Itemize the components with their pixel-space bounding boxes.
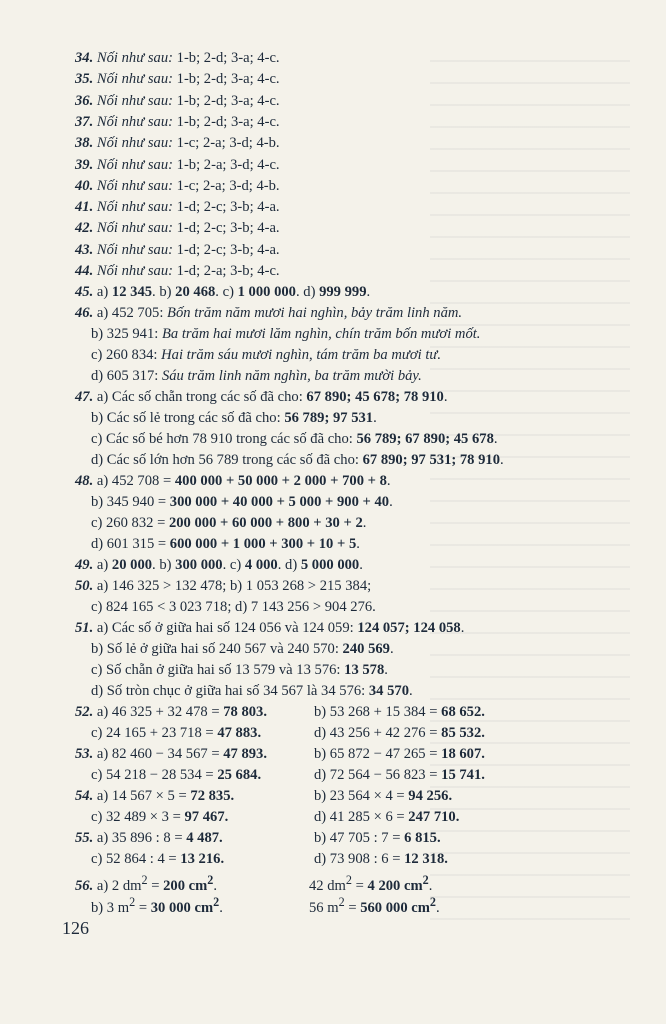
answer-line xyxy=(75,155,636,176)
part-label: . b) xyxy=(152,557,176,573)
answer-value: 560 000 cm xyxy=(360,899,430,916)
exponent: 2 xyxy=(422,873,429,887)
answer-value: 5 000 000 xyxy=(300,557,360,573)
matching-pairs: 1-b; 2-d; 3-a; 4-c. xyxy=(176,113,280,130)
left-calculation: c) 24 165 + 23 718 = 47 883. xyxy=(91,725,262,741)
expression: a) 82 460 − 34 567 = xyxy=(96,746,224,762)
part-prefix: b) Số lẻ ở giữa hai số 240 567 và 240 570: xyxy=(91,641,343,657)
equals: = xyxy=(351,877,368,894)
exponent: 2 xyxy=(429,895,436,909)
answer-line xyxy=(75,112,636,133)
question-number: 36. xyxy=(75,92,94,109)
part-prefix: d) 601 315 = xyxy=(91,536,170,552)
answer-51-d xyxy=(91,681,636,702)
answer-value: 85 532 xyxy=(441,725,482,741)
answer-value: 25 684 xyxy=(217,767,258,783)
matching-pairs: 1-d; 2-c; 3-b; 4-a. xyxy=(176,241,280,258)
equals: = xyxy=(344,899,361,916)
matching-pairs: 1-b; 2-d; 3-a; 4-c. xyxy=(176,71,280,88)
expression: c) 54 218 − 28 534 = xyxy=(91,767,218,783)
expression: d) 72 564 − 56 823 = xyxy=(314,767,442,783)
question-number: 43. xyxy=(75,241,94,258)
punctuation: . xyxy=(366,284,371,300)
answer-line xyxy=(75,197,636,218)
instruction-label: Nối như sau: xyxy=(96,50,173,66)
answer-line xyxy=(75,69,636,90)
matching-pairs: 1-d; 2-a; 3-b; 4-c. xyxy=(176,263,280,279)
answer-48-a xyxy=(75,471,636,492)
equals: = xyxy=(147,877,164,894)
answer-value: 300 000 xyxy=(175,557,223,573)
comparison-text: a) 146 325 > 132 478; b) 1 053 268 > 215 384; xyxy=(96,578,372,594)
answer-46-d xyxy=(91,366,636,387)
answer-value: 4 200 cm xyxy=(367,877,423,894)
answer-50-line2 xyxy=(91,597,636,618)
answer-value: 30 000 cm xyxy=(150,899,214,916)
part-prefix: c) 260 832 = xyxy=(91,515,169,531)
question-number: 38. xyxy=(75,135,94,152)
answer-48-d xyxy=(91,534,636,555)
punctuation: . xyxy=(389,641,394,657)
question-number: 52. xyxy=(75,704,94,720)
answer-50-line1 xyxy=(75,576,636,597)
question-number: 35. xyxy=(75,71,94,88)
part-prefix: d) Số tròn chục ở giữa hai số 34 567 là 34 576: xyxy=(91,683,369,699)
matching-pairs: 1-c; 2-a; 3-d; 4-b. xyxy=(176,135,280,152)
calculation-row xyxy=(75,828,636,849)
equals: = xyxy=(135,899,151,916)
part-label: . c) xyxy=(222,557,245,573)
punctuation: . xyxy=(362,515,367,531)
answer-value: 72 835 xyxy=(190,788,231,804)
part-prefix: 42 dm xyxy=(309,877,346,894)
left-calculation: c) 32 489 × 3 = 97 467. xyxy=(91,809,229,825)
number-in-words: Bốn trăm năm mươi hai nghìn, bảy trăm linh năm. xyxy=(167,305,463,321)
answer-value: 13 578 xyxy=(344,662,385,678)
answer-line xyxy=(75,240,636,261)
answer-47-c xyxy=(91,429,636,450)
number-in-words: Hai trăm sáu mươi nghìn, tám trăm ba mươi tư. xyxy=(161,347,441,363)
punctuation: . xyxy=(443,389,448,405)
answer-56-row1: 56. a) 2 $dm^2 = 200$ $cm^2$. 42 $dm^2 = 4$ 200 $cm^2$. xyxy=(75,873,433,894)
answer-value: 1 000 000 xyxy=(237,284,296,300)
expression: d) 41 285 × 6 = xyxy=(314,809,409,825)
answer-value: 34 570 xyxy=(368,683,410,699)
answer-line xyxy=(75,176,636,197)
expression: a) 35 896 : 8 = xyxy=(96,830,187,846)
answer-value: 4 487 xyxy=(186,830,220,846)
part-prefix: a) 452 705: xyxy=(96,305,168,321)
question-number: 56. xyxy=(75,877,94,894)
answer-value: 47 893 xyxy=(223,746,264,762)
punctuation: . xyxy=(493,431,498,447)
answer-value: 200 000 + 60 000 + 800 + 30 + 2 xyxy=(168,515,363,531)
punctuation: . xyxy=(460,620,465,636)
answer-value: 240 569 xyxy=(342,641,390,657)
exponent: 2 xyxy=(207,873,214,887)
answer-line xyxy=(75,133,636,154)
exponent: 2 xyxy=(129,895,136,909)
answer-51-a xyxy=(75,618,636,639)
expression: d) 43 256 + 42 276 = xyxy=(314,725,442,741)
part-prefix: c) 260 834: xyxy=(91,347,162,363)
answer-value: 20 468 xyxy=(175,284,216,300)
right-calculation: b) 65 872 − 47 265 = 18 607. xyxy=(314,746,485,762)
answer-value: 600 000 + 1 000 + 300 + 10 + 5 xyxy=(169,536,357,552)
answer-line xyxy=(75,91,636,112)
expression: a) 14 567 × 5 = xyxy=(96,788,191,804)
number-in-words: Sáu trăm linh năm nghìn, ba trăm mười bảy. xyxy=(161,368,422,384)
question-number: 39. xyxy=(75,156,94,173)
answer-line xyxy=(75,48,636,69)
instruction-label: Nối như sau: xyxy=(96,113,173,130)
right-calculation: d) 43 256 + 42 276 = 85 532. xyxy=(314,725,485,741)
instruction-label: Nối như sau: xyxy=(96,71,173,88)
answer-line xyxy=(75,261,636,282)
part-prefix: d) Các số lớn hơn 56 789 trong các số đã cho: xyxy=(91,452,363,468)
answer-value: 67 890; 45 678; 78 910 xyxy=(306,389,444,405)
question-number: 51. xyxy=(75,620,94,636)
answer-51-c xyxy=(91,660,636,681)
expression: b) 53 268 + 15 384 = xyxy=(314,704,442,720)
part-prefix: a) 2 dm xyxy=(96,877,142,894)
calculation-row xyxy=(91,807,636,828)
answer-value: 12 345 xyxy=(111,284,153,300)
answer-value: 56 789; 97 531 xyxy=(284,410,374,426)
part-prefix: 56 m xyxy=(309,899,339,916)
answer-value: 97 467 xyxy=(184,809,225,825)
question-number: 44. xyxy=(75,263,94,279)
part-prefix: b) Các số lẻ trong các số đã cho: xyxy=(91,410,285,426)
expression: a) 46 325 + 32 478 = xyxy=(96,704,224,720)
matching-pairs: 1-d; 2-c; 3-b; 4-a. xyxy=(176,199,280,216)
answer-46-a xyxy=(75,303,636,324)
question-number: 41. xyxy=(75,199,94,216)
question-number: 45. xyxy=(75,284,94,300)
instruction-label: Nối như sau: xyxy=(96,220,173,237)
part-label: . d) xyxy=(295,284,320,300)
matching-pairs: 1-c; 2-a; 3-d; 4-b. xyxy=(176,177,280,194)
matching-pairs: 1-d; 2-c; 3-b; 4-a. xyxy=(176,220,280,237)
answer-value: 78 803 xyxy=(223,704,264,720)
exponent: 2 xyxy=(141,873,148,887)
expression: c) 52 864 : 4 = xyxy=(91,851,181,867)
part-label: a) xyxy=(96,284,112,300)
comparison-text: c) 824 165 < 3 023 718; d) 7 143 256 > 904 276. xyxy=(91,599,376,615)
part-label: . c) xyxy=(215,284,238,300)
calculation-row xyxy=(75,744,636,765)
page-number: 126 xyxy=(62,918,89,938)
matching-pairs: 1-b; 2-a; 3-d; 4-c. xyxy=(176,156,280,173)
question-number: 55. xyxy=(75,830,94,846)
answer-value: 200 cm xyxy=(163,877,208,894)
answer-value: 68 652 xyxy=(441,704,482,720)
matching-pairs: 1-b; 2-d; 3-a; 4-c. xyxy=(176,92,280,109)
answer-48-c xyxy=(91,513,636,534)
left-calculation: a) 46 325 + 32 478 = 78 803. xyxy=(96,704,268,720)
right-calculation: d) 73 908 : 6 = 12 318. xyxy=(314,851,448,867)
answer-51-b xyxy=(91,639,636,660)
answer-value: 12 318 xyxy=(404,851,445,867)
instruction-label: Nối như sau: xyxy=(96,177,173,194)
answer-value: 94 256 xyxy=(408,788,449,804)
exponent: 2 xyxy=(213,895,220,909)
right-calculation: d) 72 564 − 56 823 = 15 741. xyxy=(314,767,485,783)
calculation-row xyxy=(75,786,636,807)
answer-49 xyxy=(75,555,636,576)
answer-value: 18 607 xyxy=(441,746,482,762)
answer-value: 247 710 xyxy=(408,809,456,825)
instruction-label: Nối như sau: xyxy=(96,156,173,173)
question-number: 50. xyxy=(75,578,94,594)
part-prefix: a) Các số chẵn trong các số đã cho: xyxy=(96,389,307,405)
exponent: 2 xyxy=(338,895,345,909)
answer-value: 13 216 xyxy=(180,851,221,867)
left-calculation: a) 35 896 : 8 = 4 487. xyxy=(96,830,223,846)
answer-value: 67 890; 97 531; 78 910 xyxy=(362,452,501,468)
punctuation: . xyxy=(389,494,393,510)
question-number: 42. xyxy=(75,220,94,237)
calculation-row xyxy=(91,723,636,744)
right-calculation: d) 41 285 × 6 = 247 710. xyxy=(314,809,460,825)
question-number: 47. xyxy=(75,389,94,405)
matching-pairs: 1-b; 2-d; 3-a; 4-c. xyxy=(176,50,280,66)
answer-56-row2: b) 3 $m^2 = 30$ 000 $cm^2$. 56 $m^2 = 560$ 000 $cm^2$. xyxy=(91,895,440,916)
right-calculation: b) 53 268 + 15 384 = 68 652. xyxy=(314,704,485,720)
answer-line xyxy=(75,218,636,239)
answer-45 xyxy=(75,282,636,303)
answer-value: 300 000 + 40 000 + 5 000 + 900 + 40 xyxy=(169,494,390,510)
answer-46-c xyxy=(91,345,636,366)
answer-value: 20 000 xyxy=(111,557,153,573)
part-prefix: a) Các số ở giữa hai số 124 056 và 124 059: xyxy=(96,620,358,636)
answer-value: 4 000 xyxy=(244,557,278,573)
question-number: 48. xyxy=(75,473,94,489)
part-prefix: c) Các số bé hơn 78 910 trong các số đã cho: xyxy=(91,431,357,447)
exponent: 2 xyxy=(345,873,352,887)
answer-value: 15 741 xyxy=(441,767,482,783)
punctuation: . xyxy=(500,452,504,468)
question-number: 40. xyxy=(75,177,94,194)
answer-value: 56 789; 67 890; 45 678 xyxy=(356,431,494,447)
calculation-row xyxy=(91,849,636,870)
part-prefix: b) 3 m xyxy=(91,899,130,916)
expression: c) 24 165 + 23 718 = xyxy=(91,725,218,741)
expression: b) 65 872 − 47 265 = xyxy=(314,746,442,762)
answer-value: 6 815 xyxy=(404,830,437,846)
instruction-label: Nối như sau: xyxy=(96,92,173,109)
number-in-words: Ba trăm hai mươi lăm nghìn, chín trăm bốn mươi mốt. xyxy=(161,326,481,342)
part-prefix: d) 605 317: xyxy=(91,368,162,384)
answer-47-a xyxy=(75,387,636,408)
punctuation: . xyxy=(373,410,377,426)
part-prefix: c) Số chẵn ở giữa hai số 13 579 và 13 576: xyxy=(91,662,345,678)
left-calculation: c) 52 864 : 4 = 13 216. xyxy=(91,851,225,867)
answer-value: 47 883 xyxy=(217,725,258,741)
answer-value: 400 000 + 50 000 + 2 000 + 700 + 8 xyxy=(174,473,387,489)
calculation-row xyxy=(91,765,636,786)
instruction-label: Nối như sau: xyxy=(96,135,173,152)
question-number: 46. xyxy=(75,305,94,321)
question-number: 49. xyxy=(75,557,94,573)
instruction-label: Nối như sau: xyxy=(96,199,173,216)
question-number: 54. xyxy=(75,788,94,804)
question-number: 34. xyxy=(75,50,94,66)
part-prefix: a) 452 708 = xyxy=(96,473,175,489)
part-label: a) xyxy=(96,557,112,573)
left-calculation: a) 14 567 × 5 = 72 835. xyxy=(96,788,235,804)
part-prefix: b) 345 940 = xyxy=(91,494,170,510)
answer-48-b xyxy=(91,492,636,513)
calculation-row xyxy=(75,702,636,723)
punctuation: . xyxy=(356,536,360,552)
left-calculation: c) 54 218 − 28 534 = 25 684. xyxy=(91,767,262,783)
answer-value: 124 057; 124 058 xyxy=(357,620,461,636)
answer-value: 999 999 xyxy=(319,284,367,300)
expression: d) 73 908 : 6 = xyxy=(314,851,405,867)
answer-46-b xyxy=(91,324,636,345)
punctuation: . xyxy=(409,683,413,699)
left-calculation: a) 82 460 − 34 567 = 47 893. xyxy=(96,746,268,762)
instruction-label: Nối như sau: xyxy=(96,241,173,258)
answer-47-d xyxy=(91,450,636,471)
right-calculation: b) 23 564 × 4 = 94 256. xyxy=(314,788,453,804)
part-prefix: b) 325 941: xyxy=(91,326,162,342)
question-number: 37. xyxy=(75,113,94,130)
punctuation: . xyxy=(384,662,388,678)
answer-47-b xyxy=(91,408,636,429)
expression: c) 32 489 × 3 = xyxy=(91,809,185,825)
punctuation: . xyxy=(359,557,363,573)
part-label: . d) xyxy=(277,557,301,573)
question-number: 53. xyxy=(75,746,94,762)
expression: b) 47 705 : 7 = xyxy=(314,830,405,846)
part-label: . b) xyxy=(152,284,176,300)
punctuation: . xyxy=(386,473,391,489)
expression: b) 23 564 × 4 = xyxy=(314,788,409,804)
instruction-label: Nối như sau: xyxy=(96,263,173,279)
right-calculation: b) 47 705 : 7 = 6 815. xyxy=(314,830,441,846)
